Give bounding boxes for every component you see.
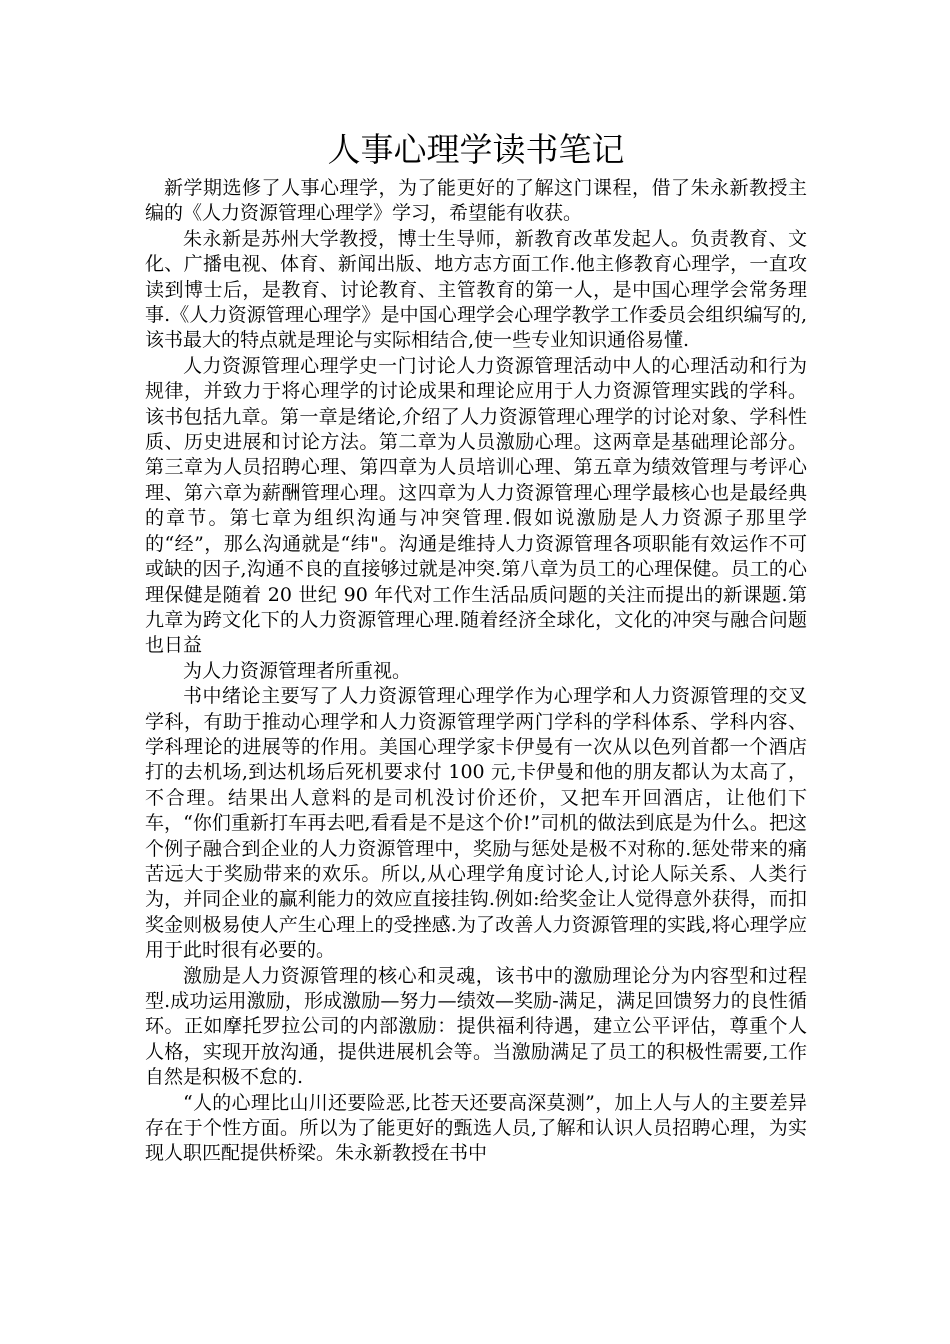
paragraph-chapters: 人力资源管理心理学史一门讨论人力资源管理活动中人的心理活动和行为规律，并致力于将心理学的讨论成果和理论应用于人力资源管理实践的学科。该书包括九章。第一章是绪论,介绍了人力资源管理心理学的讨论对象、学科性质、历史进展和讨论方法。第二章为人员激励心理。这两章是基础理论部分。第三章为人员招聘心理、第四章为人员培训心理、第五章为绩效管理与考评心理、第六章为薪酬管理心理。这四章为人力资源管理心理学最核心也是最经典的章节。第七章为组织沟通与冲突管理.假如说激励是人力资源子那里学的“经”，那么沟通就是“纬"。沟通是维持人力资源管理各项职能有效运作不可或缺的因子,沟通不良的直接够过就是冲突.第八章为员工的心理保健。员工的心理保健是随着 20 世纪 90 年代对工作生活品质问题的关注而提出的新课题.第九章为跨文化下的人力资源管理心理.随着经济全球化，文化的冲突与融合问题也日益 [145, 354, 807, 657]
paragraph-author: 朱永新是苏州大学教授，博士生导师，新教育改革发起人。负责教育、文化、广播电视、体育、新闻出版、地方志方面工作.他主修教育心理学，一直攻读到博士后，是教育、讨论教育、主管教育的第一人，是中国心理学会常务理事.《人力资源管理心理学》是中国心理学会心理学教学工作委员会组织编写的,该书最大的特点就是理论与实际相结合,使一些专业知识通俗易懂. [145, 227, 807, 352]
paragraph-intro: 新学期选修了人事心理学，为了能更好的了解这门课程，借了朱永新教授主编的《人力资源管理心理学》学习，希望能有收获。 [145, 177, 807, 225]
document-title: 人事心理学读书笔记 [327, 130, 625, 169]
paragraph-chapters-continued: 为人力资源管理者所重视。 [183, 659, 412, 682]
paragraph-motivation: 激励是人力资源管理的核心和灵魂，该书中的激励理论分为内容型和过程型.成功运用激励，形成激励—努力—绩效—奖励-满足，满足回馈努力的良性循环。正如摩托罗拉公司的内部激励：提供福利待遇，建立公平评估，尊重个人人格，实现开放沟通，提供进展机会等。当激励满足了员工的积极性需要,工作自然是积极不怠的. [145, 964, 807, 1089]
document-page [145, 128, 807, 1167]
paragraph-recruitment: “人的心理比山川还要险恶,比苍天还要高深莫测”，加上人与人的主要差异存在于个性方面。所以为了能更好的甄选人员,了解和认识人员招聘心理，为实现人职匹配提供桥梁。朱永新教授在书中 [145, 1091, 807, 1165]
paragraph-introduction-example: 书中绪论主要写了人力资源管理心理学作为心理学和人力资源管理的交叉学科，有助于推动心理学和人力资源管理学两门学科的学科体系、学科内容、学科理论的进展等的作用。美国心理学家卡伊曼有一次从以色列首都一个酒店打的去机场,到达机场后死机要求付 100 元,卡伊曼和他的朋友都认为太高了，不合理。结果出人意料的是司机没讨价还价，又把车开回酒店，让他们下车，“你们重新打车再去吧,看看是不是这个价!”司机的做法到底是为什么。把这个例子融合到企业的人力资源管理中，奖励与惩处是极不对称的.惩处带来的痛苦远大于奖励带来的欢乐。所以,从心理学角度讨论人,讨论人际关系、人类行为，并同企业的赢利能力的效应直接挂钩.例如:给奖金让人觉得意外获得，而扣奖金则极易使人产生心理上的受挫感.为了改善人力资源管理的实践,将心理学应用于此时很有必要的。 [145, 685, 807, 962]
